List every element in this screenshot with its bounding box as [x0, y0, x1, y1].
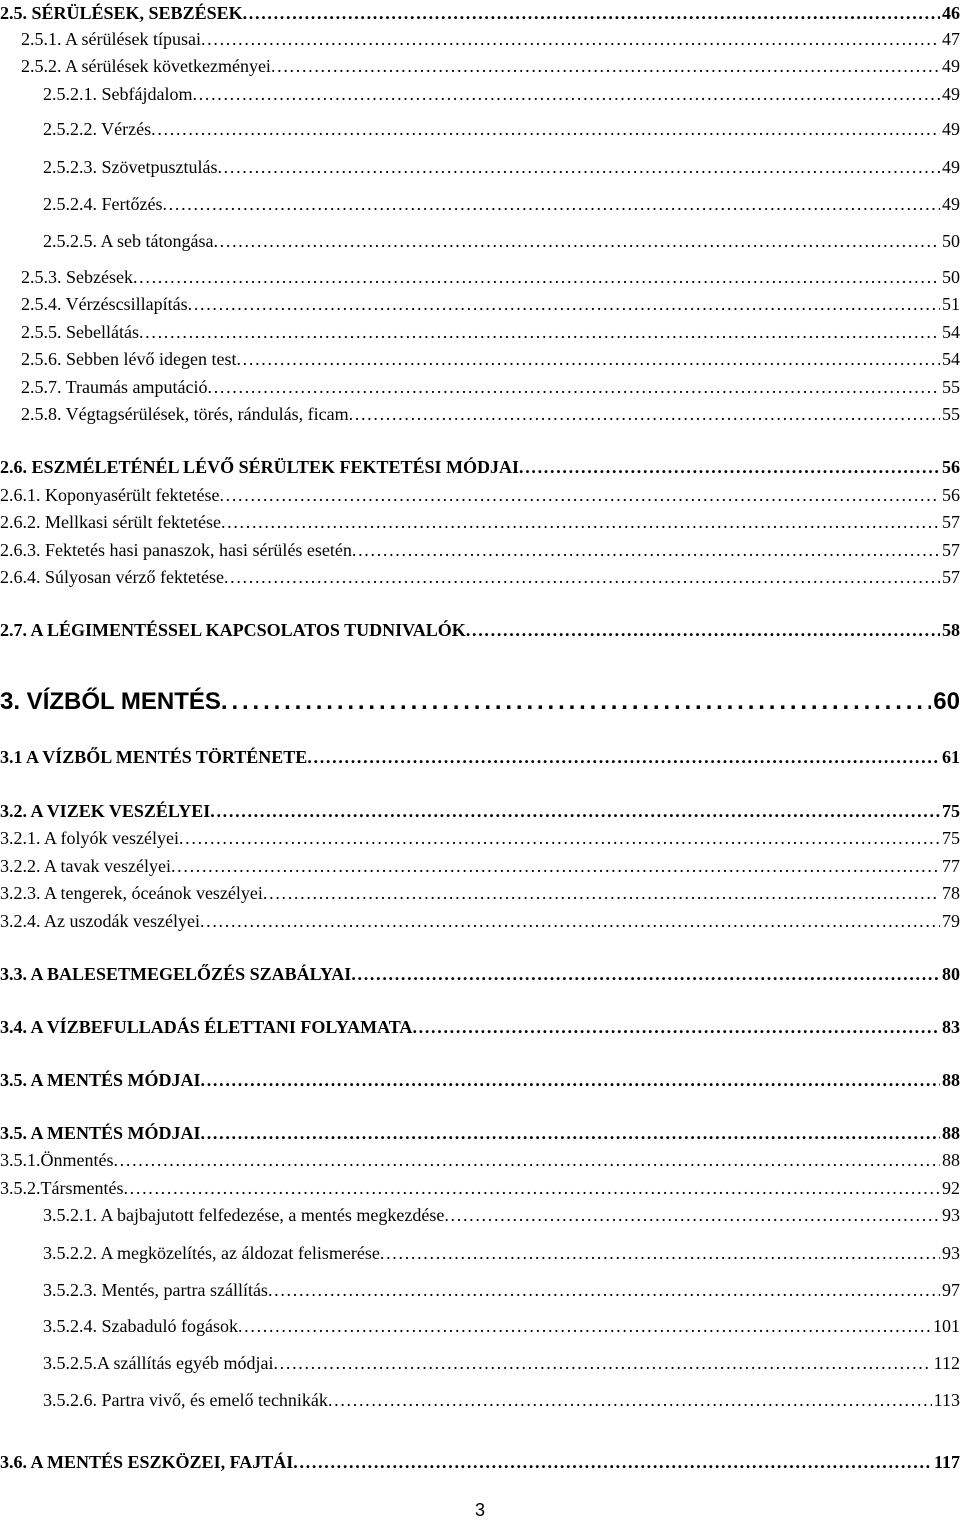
toc-entry[interactable] — [0, 856, 960, 877]
toc-entry-label: 2.5.2.2. Vérzés — [43, 119, 152, 139]
toc-entry-label: 3.5.2.2. A megközelítés, az áldozat felismerése — [43, 1243, 380, 1263]
toc-entry-label: 3.6. A MENTÉS ESZKÖZEI, FAJTÁI — [0, 1452, 294, 1472]
toc-leader-dots — [221, 688, 931, 716]
toc-entry[interactable] — [0, 688, 960, 716]
toc-entry-label: 2.5.2.3. Szövetpusztulás — [43, 157, 218, 177]
toc-entry-page: 56 — [942, 457, 960, 477]
toc-entry-page: 75 — [942, 828, 960, 848]
toc-entry[interactable] — [0, 377, 960, 398]
toc-entry-page: 88 — [942, 1070, 960, 1090]
toc-leader-dots — [162, 194, 940, 215]
toc-entry-page: 60 — [933, 688, 960, 715]
toc-leader-dots — [243, 3, 940, 24]
toc-entry-page: 50 — [942, 231, 960, 251]
toc-entry[interactable] — [0, 349, 960, 370]
toc-leader-dots — [519, 457, 940, 478]
toc-entry-page: 113 — [933, 1390, 960, 1410]
toc-entry[interactable] — [0, 540, 960, 561]
toc-entry-label: 2.5.2. A sérülések következményei — [21, 56, 271, 76]
toc-entry[interactable] — [0, 84, 960, 105]
toc-entry[interactable] — [0, 3, 960, 24]
toc-entry[interactable] — [0, 828, 960, 849]
toc-entry-page: 49 — [942, 157, 960, 177]
toc-leader-dots — [221, 512, 940, 533]
toc-entry-page: 49 — [942, 119, 960, 139]
toc-entry-page: 88 — [942, 1123, 960, 1143]
toc-leader-dots — [352, 540, 940, 561]
toc-leader-dots — [328, 1390, 932, 1411]
toc-leader-dots — [444, 1205, 940, 1226]
toc-entry-page: 55 — [942, 404, 960, 424]
toc-entry-page: 54 — [942, 322, 960, 342]
toc-entry-label: 3.5.2.6. Partra vivő, és emelő technikák — [43, 1390, 328, 1410]
toc-entry-page: 58 — [942, 620, 960, 640]
toc-leader-dots — [271, 56, 940, 77]
toc-entry-page: 93 — [942, 1243, 960, 1263]
toc-leader-dots — [412, 1017, 940, 1038]
toc-leader-dots — [201, 1123, 940, 1144]
toc-entry-label: 2.5.1. A sérülések típusai — [21, 29, 201, 49]
toc-leader-dots — [200, 911, 940, 932]
toc-leader-dots — [133, 267, 940, 288]
toc-entry-page: 49 — [942, 194, 960, 214]
toc-entry-page: 50 — [942, 267, 960, 287]
toc-entry-label: 2.5.4. Vérzéscsillapítás — [21, 294, 188, 314]
toc-entry-label: 3. VÍZBŐL MENTÉS — [0, 688, 221, 715]
toc-leader-dots — [151, 119, 940, 140]
toc-entry-label: 2.5.2.5. A seb tátongása — [43, 231, 214, 251]
toc-entry-label: 3.5.1.Önmentés — [0, 1150, 114, 1170]
toc-entry[interactable] — [0, 1243, 960, 1264]
toc-entry-label: 2.6.2. Mellkasi sérült fektetése — [0, 512, 221, 532]
toc-leader-dots — [219, 485, 940, 506]
toc-entry-label: 3.2.3. A tengerek, óceánok veszélyei — [0, 883, 263, 903]
toc-entry[interactable] — [0, 457, 960, 478]
toc-entry-label: 3.5.2.1. A bajbajutott felfedezése, a mentés megkezdése — [43, 1205, 445, 1225]
toc-entry-page: 83 — [942, 1017, 960, 1037]
toc-entry-page: 79 — [942, 911, 960, 931]
toc-entry-page: 88 — [942, 1150, 960, 1170]
toc-entry[interactable] — [0, 747, 960, 768]
toc-leader-dots — [179, 828, 940, 849]
toc-entry[interactable] — [0, 1017, 960, 1038]
toc-leader-dots — [210, 801, 940, 822]
toc-entry-page: 92 — [942, 1178, 960, 1198]
toc-entry-label: 2.5.5. Sebellátás — [21, 322, 139, 342]
toc-entry-page: 46 — [942, 3, 960, 23]
toc-entry-label: 2.6.1. Koponyasérült fektetése — [0, 485, 220, 505]
toc-entry-label: 3.5.2.5.A szállítás egyéb módjai — [43, 1353, 274, 1373]
toc-entry-page: 49 — [942, 56, 960, 76]
toc-entry-label: 2.6. ESZMÉLETÉNÉL LÉVŐ SÉRÜLTEK FEKTETÉSI MÓDJAI — [0, 457, 519, 477]
toc-entry-page: 93 — [942, 1205, 960, 1225]
page-number: 3 — [474, 1500, 485, 1520]
toc-leader-dots — [208, 377, 941, 398]
toc-entry-label: 2.5. SÉRÜLÉSEK, SEBZÉSEK — [0, 3, 243, 23]
toc-entry[interactable] — [0, 157, 960, 178]
toc-leader-dots — [201, 29, 940, 50]
toc-leader-dots — [113, 1150, 940, 1171]
toc-leader-dots — [213, 231, 940, 252]
toc-leader-dots — [224, 567, 940, 588]
toc-leader-dots — [273, 1353, 931, 1374]
toc-entry[interactable] — [0, 883, 960, 904]
toc-entry[interactable] — [0, 404, 960, 425]
toc-entry[interactable] — [0, 485, 960, 506]
toc-entry[interactable] — [0, 1150, 960, 1171]
toc-entry-label: 3.2.4. Az uszodák veszélyei — [0, 911, 200, 931]
toc-entry-page: 78 — [942, 883, 960, 903]
toc-entry-label: 3.5.2.Társmentés — [0, 1178, 124, 1198]
toc-entry-label: 3.2.2. A tavak veszélyei — [0, 856, 171, 876]
toc-leader-dots — [139, 322, 940, 343]
toc-entry[interactable] — [0, 29, 960, 50]
toc-entry-page: 80 — [942, 964, 960, 984]
toc-entry[interactable] — [0, 911, 960, 932]
toc-entry-label: 3.5. A MENTÉS MÓDJAI — [0, 1123, 201, 1143]
toc-entry[interactable] — [0, 267, 960, 288]
toc-leader-dots — [192, 84, 940, 105]
toc-entry-label: 2.5.6. Sebben lévő idegen test — [21, 349, 237, 369]
toc-entry[interactable] — [0, 620, 960, 641]
toc-entry[interactable] — [0, 1390, 960, 1411]
toc-entry[interactable] — [0, 1178, 960, 1199]
toc-entry[interactable] — [0, 964, 960, 985]
toc-entry[interactable] — [0, 567, 960, 588]
toc-entry[interactable] — [0, 1280, 960, 1301]
toc-entry-label: 2.5.2.1. Sebfájdalom — [43, 84, 193, 104]
toc-leader-dots — [236, 349, 940, 370]
toc-entry-page: 75 — [942, 801, 960, 821]
toc-leader-dots — [188, 294, 940, 315]
toc-leader-dots — [351, 964, 940, 985]
toc-leader-dots — [466, 620, 940, 641]
toc-leader-dots — [293, 1452, 932, 1473]
toc-entry[interactable] — [0, 119, 960, 140]
toc-leader-dots — [307, 747, 940, 768]
toc-entry-page: 49 — [942, 84, 960, 104]
toc-entry-page: 57 — [942, 512, 960, 532]
toc-entry-label: 3.2.1. A folyók veszélyei — [0, 828, 179, 848]
toc-entry-page: 55 — [942, 377, 960, 397]
toc-entry-page: 112 — [933, 1353, 960, 1373]
toc-leader-dots — [238, 1316, 931, 1337]
toc-leader-dots — [263, 883, 940, 904]
toc-entry-page: 57 — [942, 567, 960, 587]
toc-entry-label: 2.6.4. Súlyosan vérző fektetése — [0, 567, 224, 587]
toc-entry[interactable] — [0, 512, 960, 533]
toc-entry-label: 2.5.7. Traumás amputáció — [21, 377, 208, 397]
toc-entry-label: 3.1 A VÍZBŐL MENTÉS TÖRTÉNETE — [0, 747, 308, 767]
toc-entry-label: 3.3. A BALESETMEGELŐZÉS SZABÁLYAI — [0, 964, 352, 984]
toc-entry-label: 2.5.2.4. Fertőzés — [43, 194, 163, 214]
toc-entry-page: 117 — [933, 1452, 960, 1472]
toc-entry-page: 97 — [942, 1280, 960, 1300]
toc-entry[interactable] — [0, 1452, 960, 1473]
toc-entry-page: 101 — [933, 1316, 960, 1336]
toc-entry[interactable] — [0, 1070, 960, 1091]
toc-entry-page: 54 — [942, 349, 960, 369]
toc-entry[interactable] — [0, 194, 960, 215]
toc-entry-label: 2.5.8. Végtagsérülések, törés, rándulás, ficam — [21, 404, 349, 424]
toc-entry[interactable] — [0, 231, 960, 252]
toc-entry[interactable] — [0, 1205, 960, 1226]
toc-leader-dots — [171, 856, 940, 877]
toc-leader-dots — [201, 1070, 940, 1091]
toc-entry-label: 2.5.3. Sebzések — [21, 267, 133, 287]
toc-entry-page: 61 — [942, 747, 960, 767]
toc-entry-label: 3.4. A VÍZBEFULLADÁS ÉLETTANI FOLYAMATA — [0, 1017, 413, 1037]
toc-entry-label: 3.2. A VIZEK VESZÉLYEI — [0, 801, 211, 821]
toc-entry-label: 3.5.2.4. Szabaduló fogások — [43, 1316, 238, 1336]
toc-entry[interactable] — [0, 1316, 960, 1337]
toc-entry[interactable] — [0, 1123, 960, 1144]
toc-leader-dots — [123, 1178, 940, 1199]
toc-entry-label: 3.5.2.3. Mentés, partra szállítás — [43, 1280, 268, 1300]
toc-entry[interactable] — [0, 322, 960, 343]
toc-entry[interactable] — [0, 1353, 960, 1374]
toc-entry-page: 57 — [942, 540, 960, 560]
toc-entry-page: 51 — [942, 294, 960, 314]
toc-entry[interactable] — [0, 801, 960, 822]
toc-entry-label: 2.6.3. Fektetés hasi panaszok, hasi sérülés esetén — [0, 540, 352, 560]
toc-entry-page: 77 — [942, 856, 960, 876]
toc-leader-dots — [268, 1280, 940, 1301]
toc-entry-label: 3.5. A MENTÉS MÓDJAI — [0, 1070, 201, 1090]
toc-leader-dots — [217, 157, 940, 178]
toc-entry-label: 2.7. A LÉGIMENTÉSSEL KAPCSOLATOS TUDNIVALÓK — [0, 620, 466, 640]
toc-entry[interactable] — [0, 294, 960, 315]
toc-entry-page: 56 — [942, 485, 960, 505]
toc-entry[interactable] — [0, 56, 960, 77]
toc-entry-page: 47 — [942, 29, 960, 49]
toc-leader-dots — [349, 404, 940, 425]
toc-leader-dots — [380, 1243, 940, 1264]
